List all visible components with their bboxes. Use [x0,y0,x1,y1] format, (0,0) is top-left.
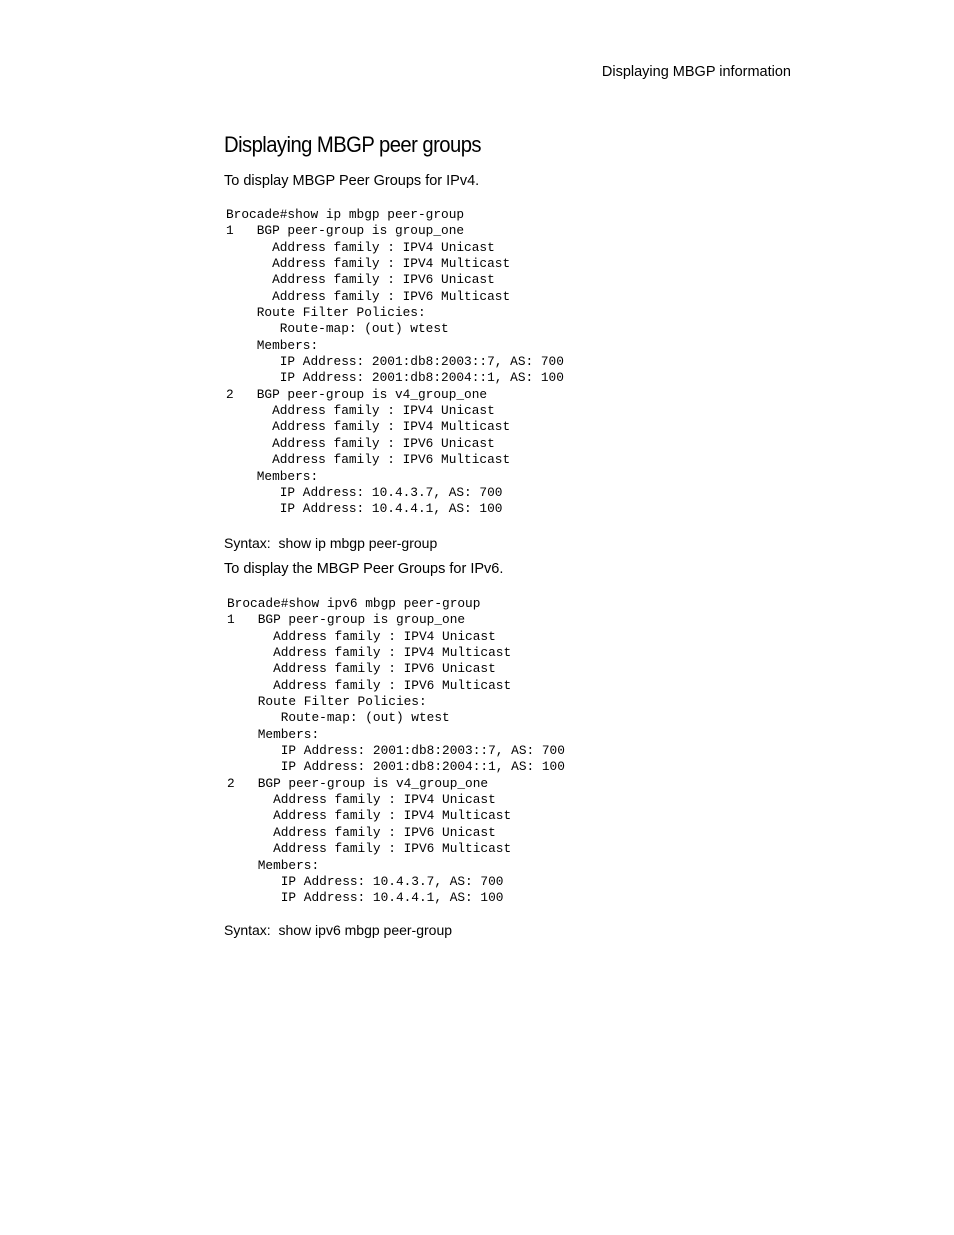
ipv6-syntax-line [224,922,452,938]
syntax-label: Syntax: [224,535,271,551]
running-header: Displaying MBGP information [601,64,791,80]
section-title: Displaying MBGP peer groups [224,132,481,157]
ipv6-intro-paragraph: To display the MBGP Peer Groups for IPv6. [224,561,504,577]
syntax-label: Syntax: [224,922,271,938]
syntax-command: show ip mbgp peer-group [278,535,438,551]
syntax-command: show ipv6 mbgp peer-group [278,922,453,938]
ipv4-syntax-line [224,535,437,551]
ipv4-intro-paragraph: To display MBGP Peer Groups for IPv4. [224,173,480,189]
ipv6-code-example: Brocade#show ipv6 mbgp peer-group 1 BGP peer-group is group_one Address family : IPV4 Unicast Address family : IPV4 Multicast Address family : IPV6 Unicast Address family : IPV6 Multicast Route Filter Policies: Route-map: (out) wtest Members: IP Address: 2001:db8:2003::7, AS: 700 IP Address: 2001:db8:2004::1, AS: 100 2 BGP peer-group is v4_group_one Address family : IPV4 Unicast Address family : IPV4 Multicast Address family : IPV6 Unicast Address family : IPV6 Multicast Members: IP Address: 10.4.3.7, AS: 700 IP Address: 10.4.4.1, AS: 100 [227,596,565,906]
ipv4-code-example: Brocade#show ip mbgp peer-group 1 BGP peer-group is group_one Address family : IPV4 Unicast Address family : IPV4 Multicast Address family : IPV6 Unicast Address family : IPV6 Multicast Route Filter Policies: Route-map: (out) wtest Members: IP Address: 2001:db8:2003::7, AS: 700 IP Address: 2001:db8:2004::1, AS: 100 2 BGP peer-group is v4_group_one Address family : IPV4 Unicast Address family : IPV4 Multicast Address family : IPV6 Unicast Address family : IPV6 Multicast Members: IP Address: 10.4.3.7, AS: 700 IP Address: 10.4.4.1, AS: 100 [226,207,564,517]
